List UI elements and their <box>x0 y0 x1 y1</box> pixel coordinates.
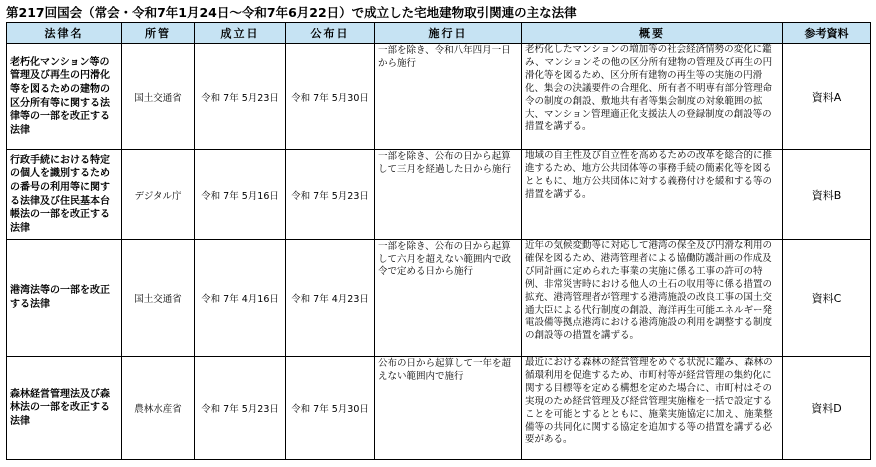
reference-link[interactable]: 資料B <box>783 150 871 240</box>
header-law: 法律名 <box>7 23 122 44</box>
header-promulgated: 公布日 <box>286 23 375 44</box>
enacted-date: 令和 7年 4月16日 <box>195 240 286 357</box>
ministry-cell: 農林水産省 <box>122 357 195 460</box>
table-row <box>7 240 871 357</box>
promulgated-date: 令和 7年 4月23日 <box>286 240 375 357</box>
reference-link[interactable]: 資料C <box>783 240 871 357</box>
header-enacted: 成立日 <box>195 23 286 44</box>
summary-cell: 老朽化したマンションの増加等の社会経済情勢の変化に鑑み、マンションその他の区分所有建物の管理及び再生の円滑化等を図るため、区分所有建物の再生等の実施の円滑化、集会の決議要件の合理化、所有者不明専有部分管理命令の制度の創設、敷地共有者等集会制度の対象範囲の拡大、マンション管理適正化支援法人の登録制度の創設等の措置を講ずる。 <box>522 44 783 150</box>
summary-cell: 最近における森林の経営管理をめぐる状況に鑑み、森林の循環利用を促進するため、市町村等が経営管理の集約化に関する目標等を定める構想を定めた場合に、市町村はその実現のため経営管理及び経営管理実施権を一括で設定することを可能とするとともに、施業実施協定に加え、施業整備等の共同化に関する協定を追加する等の措置を講ずる必要がある。 <box>522 357 783 460</box>
summary-cell: 近年の気候変動等に対応して港湾の保全及び円滑な利用の確保を図るため、港湾管理者による協働防護計画の作成及び同計画に定められた事業の実施に係る工事の許可の特例、非常災害時における他人の土石の収用等に係る措置の拡充、港湾管理者が管理する港湾施設の改良工事の国土交通大臣による代行制度の創設、海洋再生可能エネルギー発電設備等拠点港湾における港湾施設の利用を調整する制度の創設等の措置を講ずる。 <box>522 240 783 357</box>
effective-date: 一部を除き、令和八年四月一日から施行 <box>375 44 522 150</box>
ministry-cell: 国土交通省 <box>122 240 195 357</box>
enacted-date: 令和 7年 5月16日 <box>195 150 286 240</box>
law-name: 行政手続における特定の個人を識別するための番号の利用等に関する法律及び住民基本台帳法の一部を改正する法律 <box>7 150 122 240</box>
law-table <box>6 22 871 460</box>
law-name: 森林経営管理法及び森林法の一部を改正する法律 <box>7 357 122 460</box>
promulgated-date: 令和 7年 5月30日 <box>286 357 375 460</box>
enacted-date: 令和 7年 5月23日 <box>195 357 286 460</box>
table-row <box>7 357 871 460</box>
table-row <box>7 44 871 150</box>
reference-link[interactable]: 資料A <box>783 44 871 150</box>
header-reference: 参考資料 <box>783 23 871 44</box>
enacted-date: 令和 7年 5月23日 <box>195 44 286 150</box>
effective-date: 公布の日から起算して一年を超えない範囲内で施行 <box>375 357 522 460</box>
law-name: 老朽化マンション等の管理及び再生の円滑化等を図るための建物の区分所有等に関する法律等の一部を改正する法律 <box>7 44 122 150</box>
header-effective: 施行日 <box>375 23 522 44</box>
summary-cell: 地域の自主性及び自立性を高めるための改革を総合的に推進するため、地方公共団体等の事務手続の簡素化等を図るとともに、地方公共団体に対する義務付けを緩和する等の措置を講ずる。 <box>522 150 783 240</box>
promulgated-date: 令和 7年 5月23日 <box>286 150 375 240</box>
header-ministry: 所管 <box>122 23 195 44</box>
reference-link[interactable]: 資料D <box>783 357 871 460</box>
effective-date: 一部を除き、公布の日から起算して六月を超えない範囲内で政令で定める日から施行 <box>375 240 522 357</box>
law-name: 港湾法等の一部を改正する法律 <box>7 240 122 357</box>
header-summary: 概要 <box>522 23 783 44</box>
ministry-cell: デジタル庁 <box>122 150 195 240</box>
page-title: 第217回国会（常会・令和7年1月24日～令和7年6月22日）で成立した宅地建物取引関連の主な法律 <box>6 5 577 20</box>
effective-date: 一部を除き、公布の日から起算して三月を経過した日から施行 <box>375 150 522 240</box>
ministry-cell: 国土交通省 <box>122 44 195 150</box>
promulgated-date: 令和 7年 5月30日 <box>286 44 375 150</box>
header-row <box>7 23 871 44</box>
table-row <box>7 150 871 240</box>
